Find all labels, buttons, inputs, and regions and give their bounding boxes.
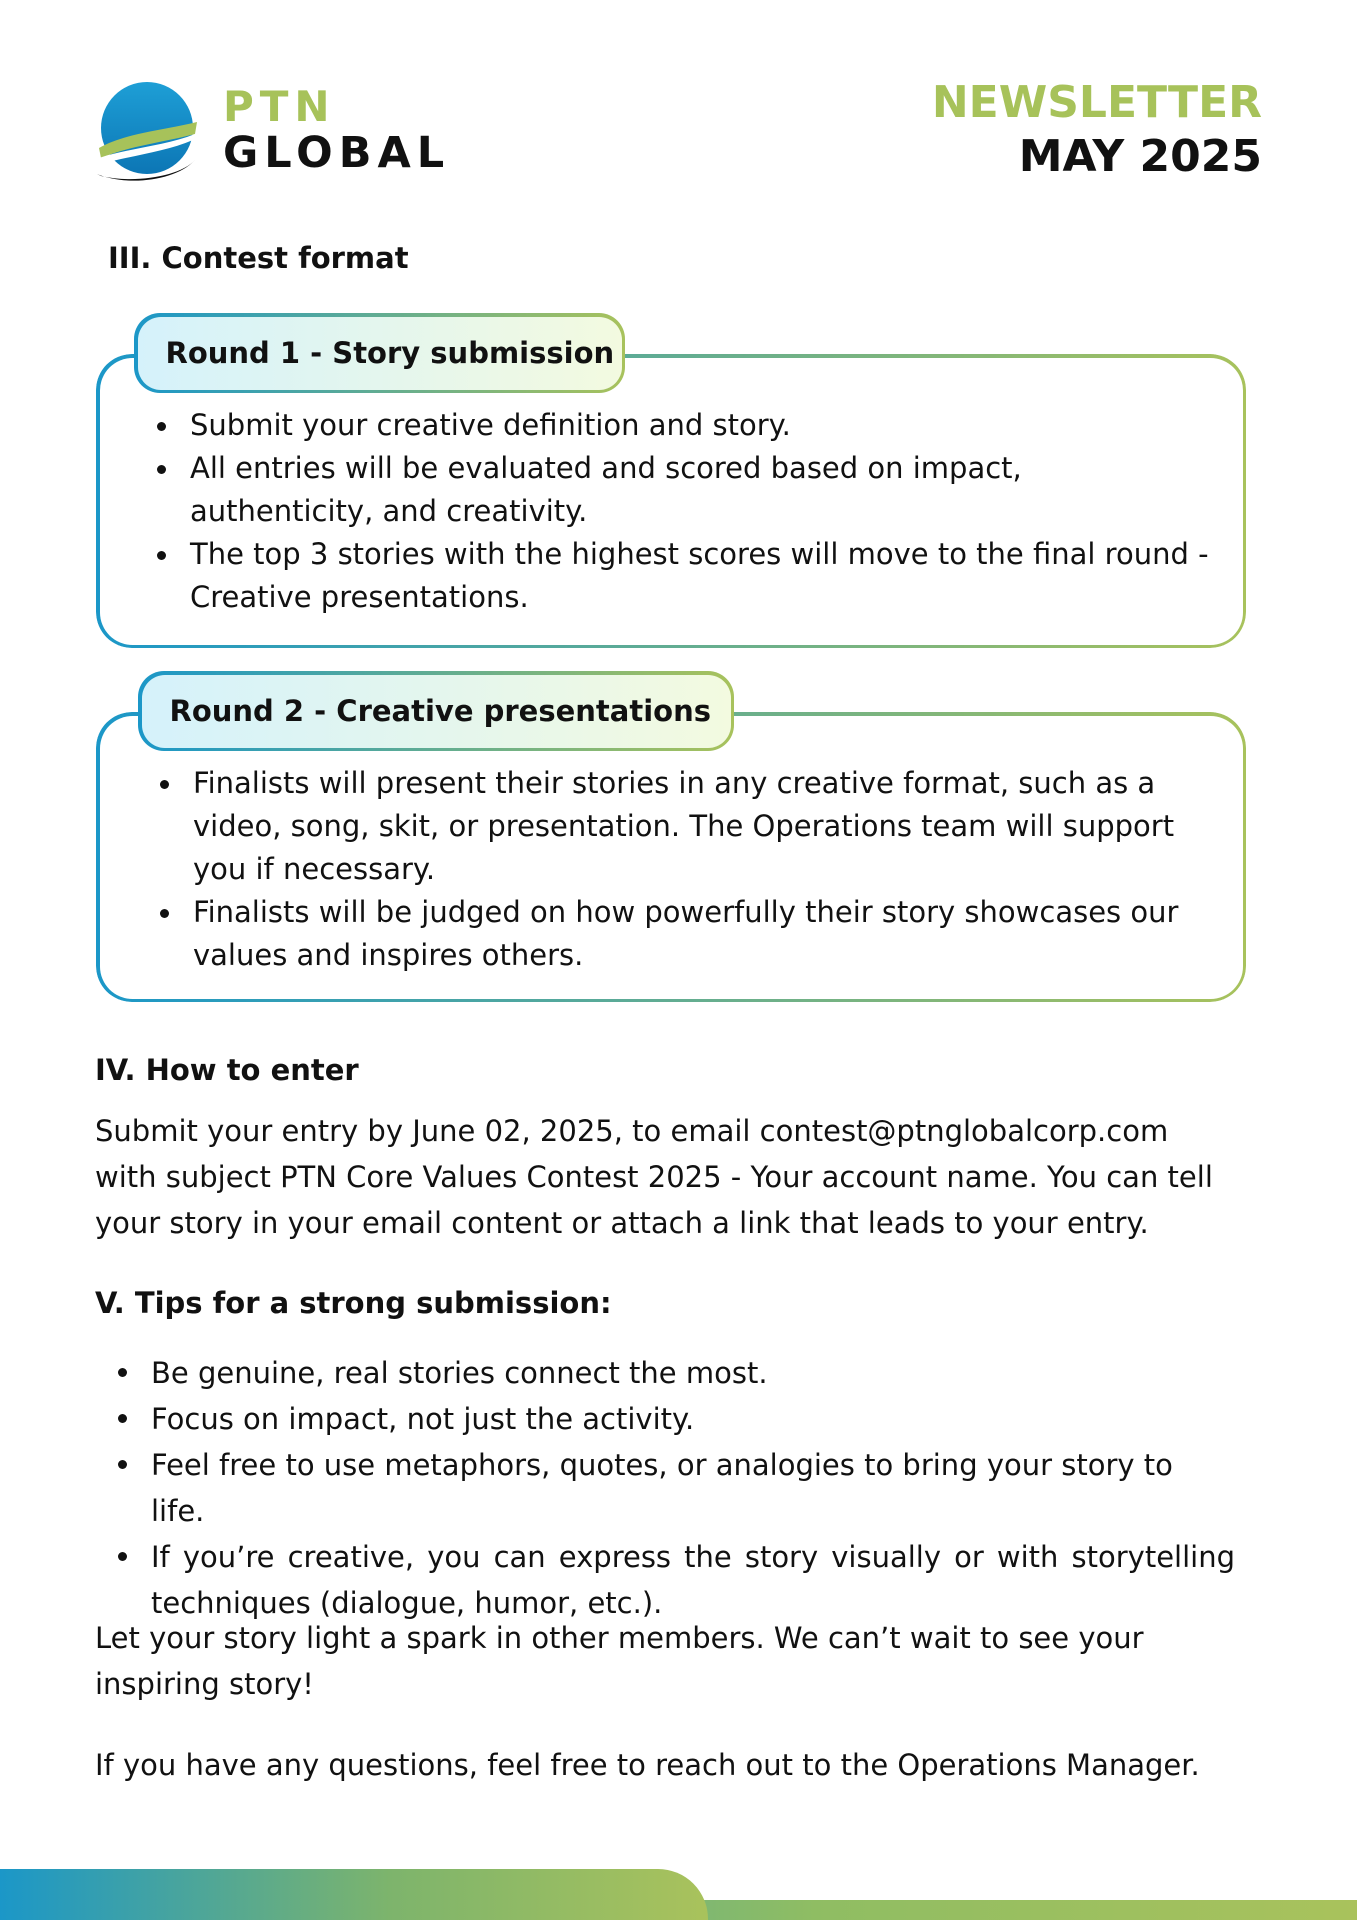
list-item: Be genuine, real stories connect the most.	[151, 1350, 1235, 1396]
list-item: Submit your creative definition and story.	[190, 404, 1210, 447]
issue-date: MAY 2025	[1018, 131, 1262, 182]
logo-global-text: GLOBAL	[223, 128, 451, 178]
masthead	[932, 76, 1262, 184]
list-item: The top 3 stories with the highest scores will move to the final round - Creative presentations.	[190, 533, 1210, 619]
closing-paragraph-2: If you have any questions, feel free to reach out to the Operations Manager.	[95, 1748, 1200, 1782]
section-3-title: III. Contest format	[108, 241, 409, 275]
round-2-list	[193, 762, 1210, 977]
list-item: Finalists will be judged on how powerfully their story showcases our values and inspires others.	[193, 891, 1210, 977]
newsletter-label: NEWSLETTER	[931, 77, 1262, 128]
section-4-title: IV. How to enter	[95, 1053, 359, 1087]
tips-list	[151, 1350, 1235, 1626]
list-item: Finalists will present their stories in any creative format, such as a video, song, skit, or presentation. The Operations team will support you if necessary.	[193, 762, 1210, 891]
list-item: Feel free to use metaphors, quotes, or analogies to bring your story to life.	[151, 1442, 1235, 1534]
round-1-box	[96, 354, 1246, 648]
logo-ptn-text: PTN	[223, 82, 336, 131]
globe-logo-icon	[95, 78, 205, 188]
section-4-body: Submit your entry by June 02, 2025, to email contest@ptnglobalcorp.com with subject PTN Core Values Contest 2025 - Your account name. You can tell your story in your email content or attach a link that leads to your entry.	[95, 1114, 1213, 1240]
round-1-list	[190, 404, 1210, 619]
list-item: If you’re creative, you can express the story visually or with storytelling techniques (dialogue, humor, etc.).	[151, 1534, 1235, 1626]
list-item: Focus on impact, not just the activity.	[151, 1396, 1235, 1442]
round-2-pill	[138, 671, 734, 751]
section-5-title: V. Tips for a strong submission:	[95, 1286, 612, 1320]
company-logo	[95, 78, 451, 188]
closing-paragraph-1: Let your story light a spark in other members. We can’t wait to see your inspiring story!	[95, 1621, 1144, 1701]
round-1-label: Round 1 - Story submission	[138, 317, 622, 390]
round-1-pill	[134, 313, 625, 393]
round-2-box	[96, 712, 1246, 1002]
round-2-label: Round 2 - Creative presentations	[142, 675, 731, 748]
list-item: All entries will be evaluated and scored based on impact, authenticity, and creativity.	[190, 447, 1210, 533]
footer-tab-shape	[0, 1869, 708, 1920]
